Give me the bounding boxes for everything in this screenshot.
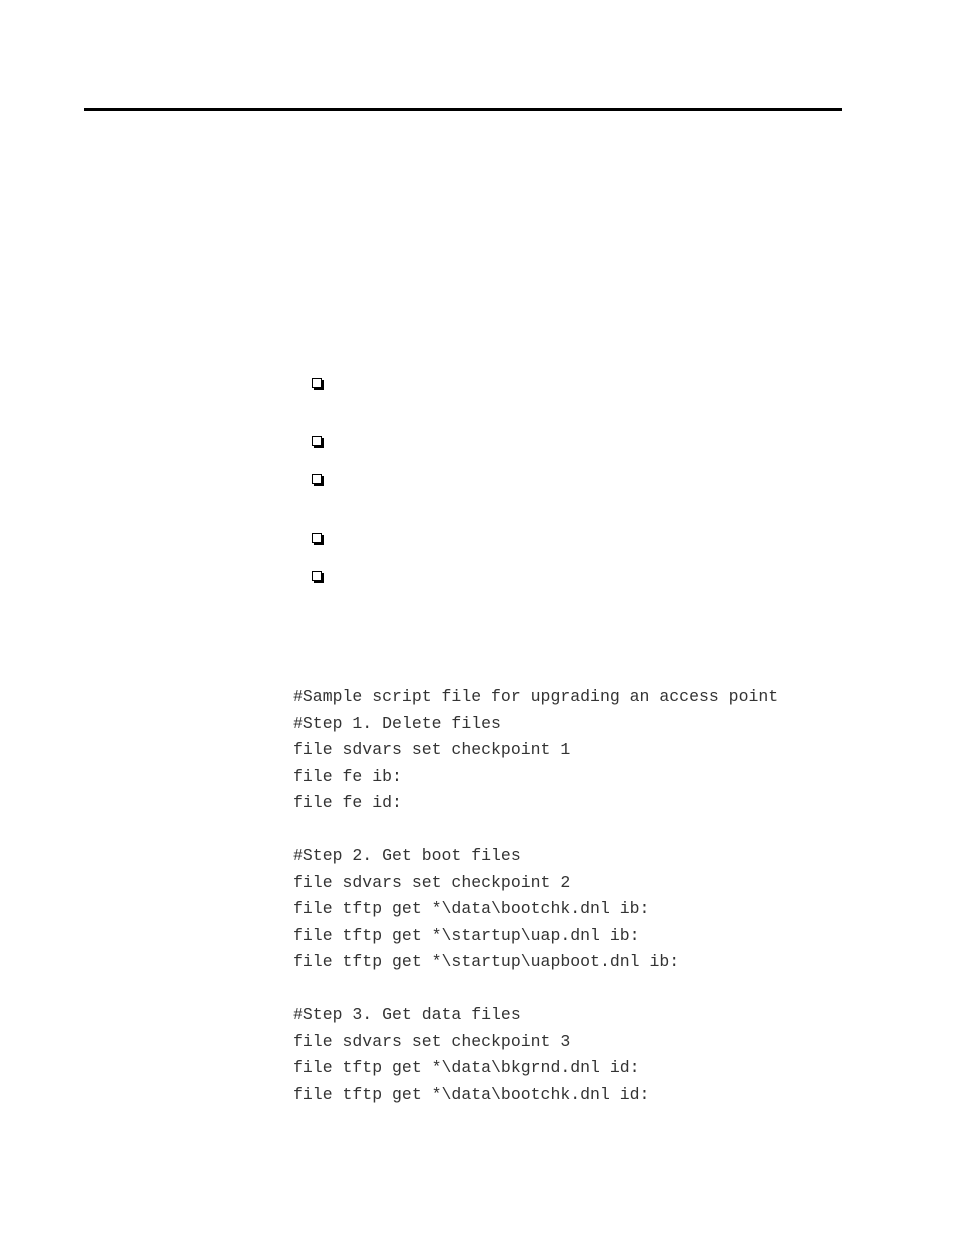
- checkbox-bullet-icon: [312, 571, 322, 581]
- checkbox-bullet-icon: [312, 436, 322, 446]
- header-rule: [84, 108, 842, 111]
- code-line: file tftp get *\data\bootchk.dnl id:: [293, 1084, 650, 1104]
- code-line: [293, 976, 913, 1003]
- code-line: [293, 817, 913, 844]
- code-line: #Step 1. Delete files: [293, 713, 501, 733]
- code-line: file tftp get *\startup\uapboot.dnl ib:: [293, 952, 680, 971]
- code-line: file fe id:: [293, 793, 402, 812]
- checkbox-bullet-icon: [312, 378, 322, 388]
- sample-script-code-block: [293, 684, 913, 1108]
- code-line: file tftp get *\data\bkgrnd.dnl id:: [293, 1058, 640, 1077]
- code-line: file tftp get *\data\bootchk.dnl ib:: [293, 899, 650, 918]
- code-line: #Step 3. Get data files: [293, 1005, 521, 1024]
- checkbox-bullet-icon: [312, 533, 322, 543]
- code-line: file sdvars set checkpoint 1: [293, 740, 571, 759]
- code-line: file sdvars set checkpoint 2: [293, 872, 571, 892]
- code-line: file fe ib:: [293, 766, 402, 786]
- code-line: #Step 2. Get boot files: [293, 846, 521, 865]
- checkbox-list: [312, 376, 332, 596]
- code-line: file sdvars set checkpoint 3: [293, 1031, 571, 1051]
- code-line: #Sample script file for upgrading an access point: [293, 687, 779, 706]
- code-line: file tftp get *\startup\uap.dnl ib:: [293, 925, 640, 945]
- checkbox-bullet-icon: [312, 474, 322, 484]
